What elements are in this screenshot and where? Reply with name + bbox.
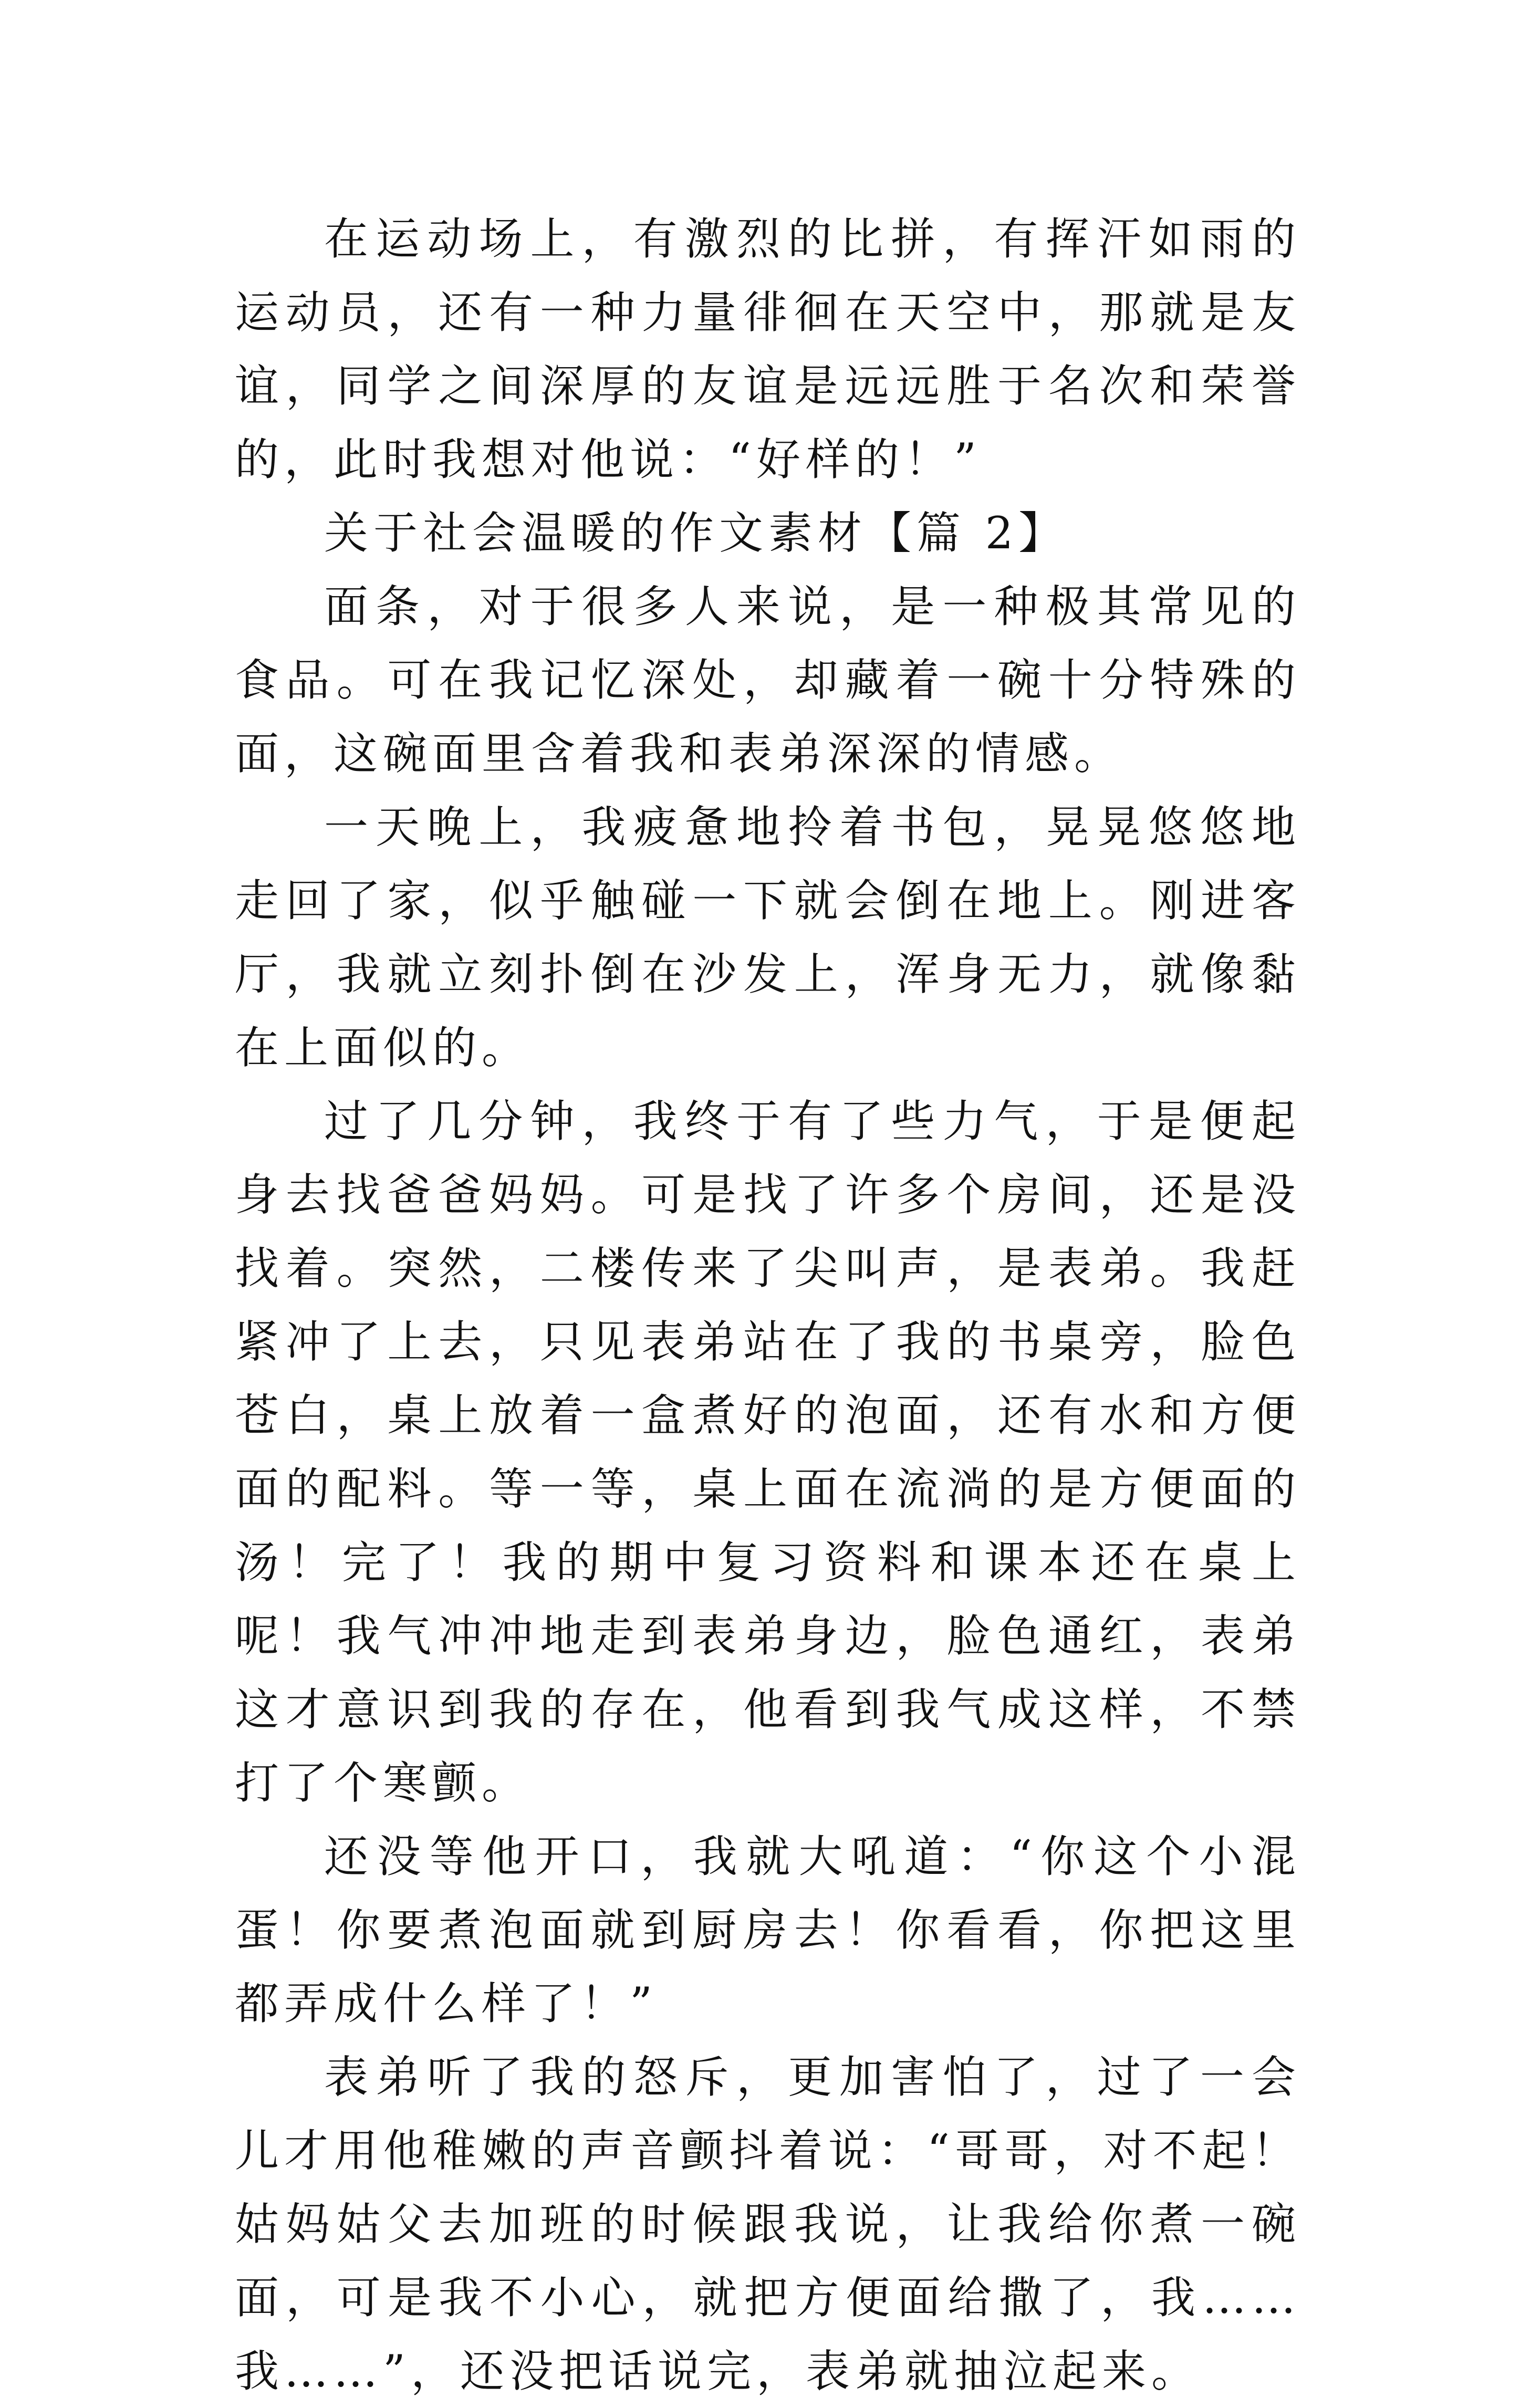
- paragraph-evening: 一天晚上，我疲惫地拎着书包，晃晃悠悠地走回了家，似乎触碰一下就会倒在地上。刚进客厅，我就立刻扑倒在沙发上，浑身无力，就像黏在上面似的。: [235, 801, 1301, 1073]
- paragraph-apology: 表弟听了我的怒斥，更加害怕了，过了一会儿才用他稚嫩的声音颤抖着说：“哥哥，对不起！姑妈姑父去加班的时候跟我说，让我给你煮一碗面，可是我不小心，就把方便面给撒了，我……我……”，还没把话说完，表弟就抽泣起来。: [235, 2051, 1301, 2397]
- paragraph-shout: 还没等他开口，我就大吼道：“你这个小混蛋！你要煮泡面就到厨房去！你看看，你把这里都弄成什么样了！”: [235, 1831, 1301, 2029]
- paragraph-search: 过了几分钟，我终于有了些力气，于是便起身去找爸爸妈妈。可是找了许多个房间，还是没找着。突然，二楼传来了尖叫声，是表弟。我赶紧冲了上去，只见表弟站在了我的书桌旁，脸色苍白，桌上放着一盒煮好的泡面，还有水和方便面的配料。等一等，桌上面在流淌的是方便面的汤！完了！我的期中复习资料和课本还在桌上呢！我气冲冲地走到表弟身边，脸色通红，表弟这才意识到我的存在，他看到我气成这样，不禁打了个寒颤。: [235, 1096, 1301, 1809]
- paragraph-friendship: 在运动场上，有激烈的比拼，有挥汗如雨的运动员，还有一种力量徘徊在天空中，那就是友谊，同学之间深厚的友谊是远远胜于名次和荣誉的，此时我想对他说：“好样的！”: [235, 213, 1301, 485]
- paragraph-noodles-intro: 面条，对于很多人来说，是一种极其常见的食品。可在我记忆深处，却藏着一碗十分特殊的面，这碗面里含着我和表弟深深的情感。: [235, 581, 1301, 779]
- section-heading: 关于社会温暖的作文素材【篇 2】: [324, 507, 1068, 559]
- document-body: [235, 202, 1301, 2408]
